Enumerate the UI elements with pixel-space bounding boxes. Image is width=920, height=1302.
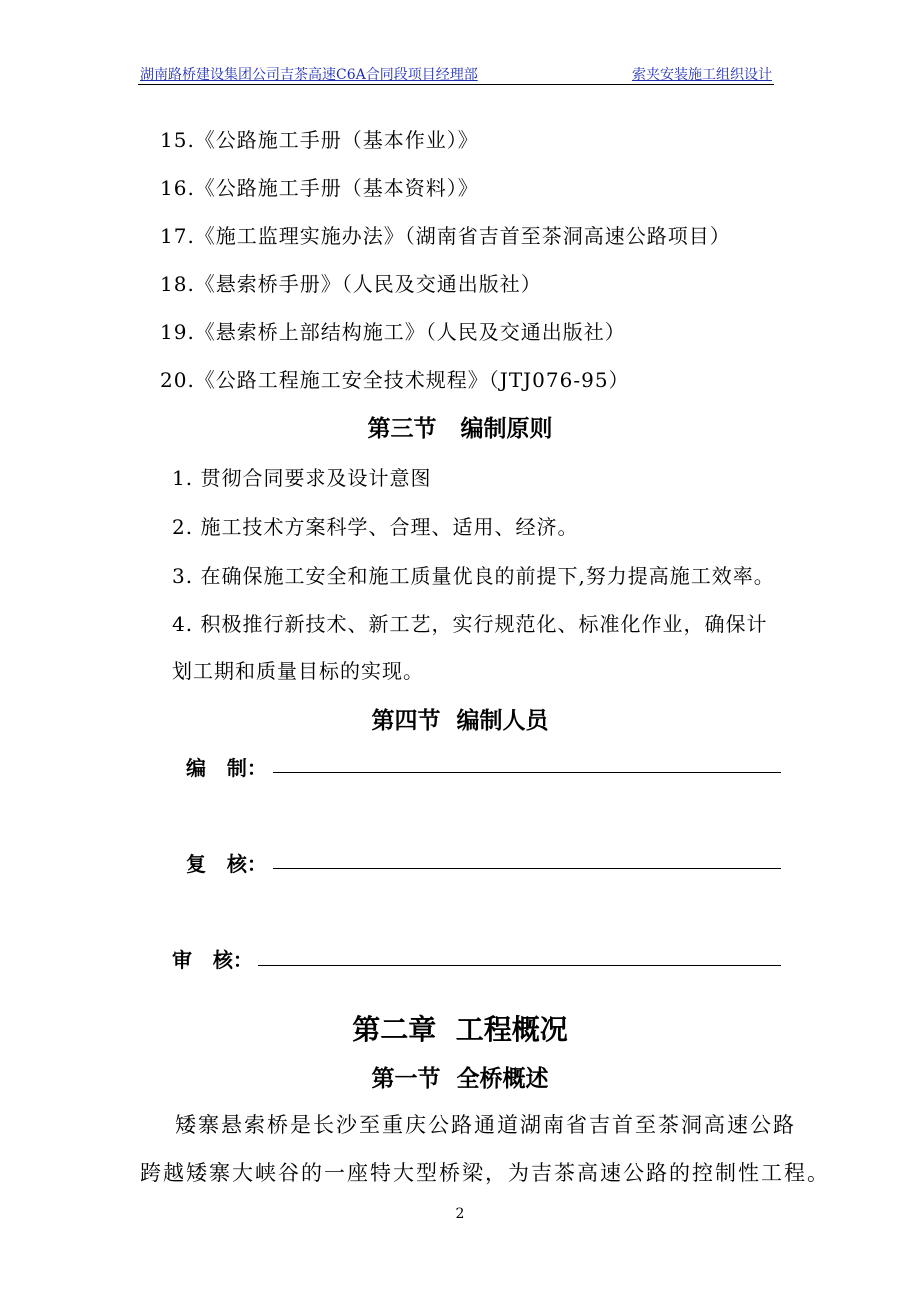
page-number: 2 [455, 1206, 465, 1222]
reference-item: 16.《公路施工手册（基本资料）》 [160, 176, 479, 200]
chapter2-section1-title: 第一节 全桥概述 [371, 1066, 549, 1092]
principle-item: 3. 在确保施工安全和施工质量优良的前提下,努力提高施工效率。 [172, 564, 775, 588]
reviewer-signature-line[interactable] [273, 868, 781, 869]
compiler-signature-line[interactable] [273, 772, 781, 773]
header-right-text: 索夹安装施工组织设计 [632, 67, 772, 83]
reference-item: 18.《悬索桥手册》（人民及交通出版社） [160, 272, 542, 296]
overview-paragraph-line1: 矮寨悬索桥是长沙至重庆公路通道湖南省吉首至茶洞高速公路 [175, 1113, 796, 1137]
principle-item: 4. 积极推行新技术、新工艺，实行规范化、标准化作业，确保计 [172, 612, 768, 636]
principle-item: 1. 贯彻合同要求及设计意图 [172, 466, 432, 490]
compiler-label: 编 制： [186, 756, 267, 780]
header-left-text: 湖南路桥建设集团公司吉茶高速C6A合同段项目经理部 [140, 67, 478, 83]
page-header [138, 62, 774, 85]
section3-title: 第三节 编制原则 [367, 416, 553, 442]
reference-item: 19.《悬索桥上部结构施工》（人民及交通出版社） [160, 320, 626, 344]
overview-paragraph-line2: 跨越矮寨大峡谷的一座特大型桥梁，为吉茶高速公路的控制性工程。 [140, 1161, 830, 1185]
section4-title: 第四节 编制人员 [371, 708, 549, 734]
chapter2-title: 第二章 工程概况 [352, 1013, 568, 1046]
approver-label: 审 核： [172, 948, 253, 972]
reviewer-label: 复 核： [186, 852, 267, 876]
reference-item: 20.《公路工程施工安全技术规程》（JTJ076-95） [160, 368, 630, 392]
approver-signature-line[interactable] [258, 965, 781, 966]
reference-item: 15.《公路施工手册（基本作业）》 [160, 128, 479, 152]
principle-item: 2. 施工技术方案科学、合理、适用、经济。 [172, 515, 579, 539]
reference-item: 17.《施工监理实施办法》（湖南省吉首至茶洞高速公路项目） [160, 224, 731, 248]
principle-item-continuation: 划工期和质量目标的实现。 [172, 659, 424, 683]
